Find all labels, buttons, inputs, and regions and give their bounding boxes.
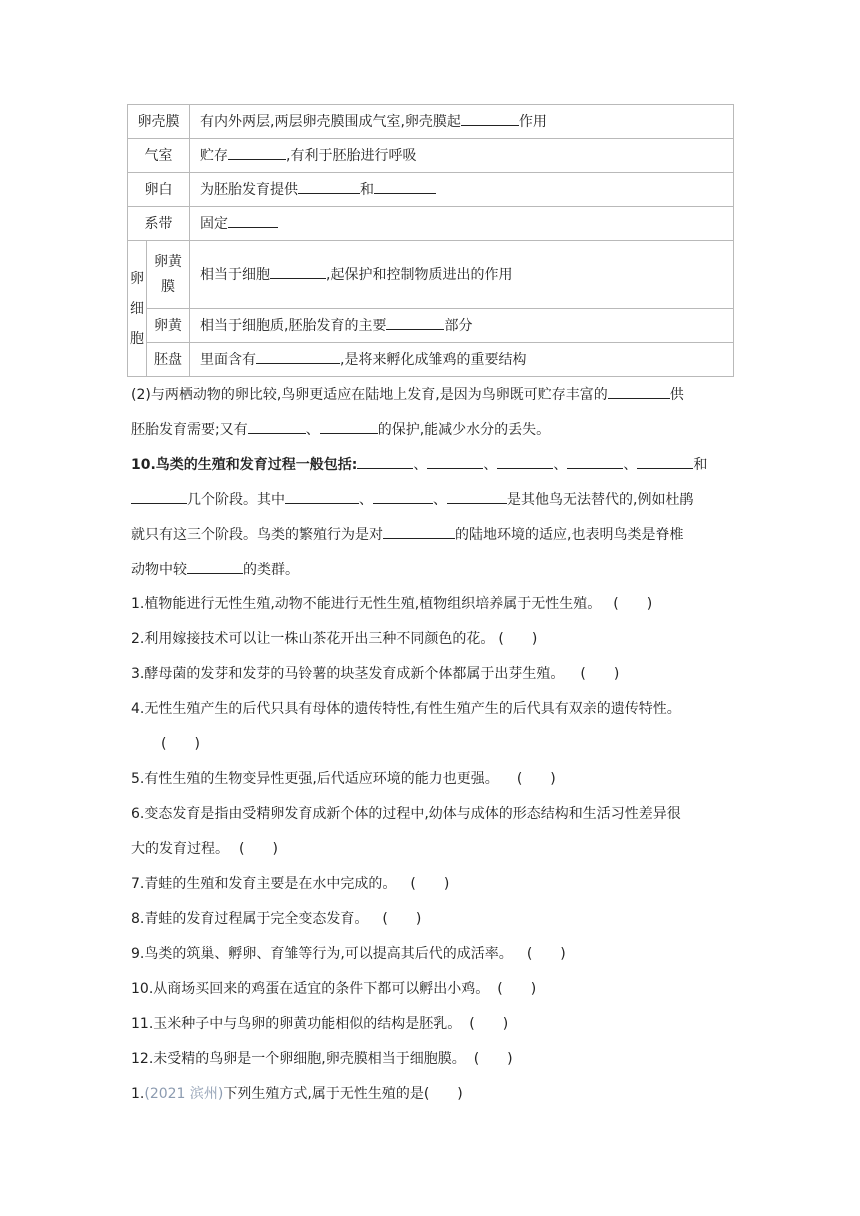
blank bbox=[131, 489, 187, 504]
blank bbox=[461, 111, 519, 126]
row-desc: 里面含有 ,是将来孵化成雏鸡的重要结构 bbox=[190, 343, 734, 377]
judgment-item: 6.变态发育是指由受精卵发育成新个体的过程中,幼体与成体的形态结构和生活习性差异很 bbox=[131, 806, 681, 822]
row-desc: 固定 bbox=[190, 207, 734, 241]
blank bbox=[567, 454, 623, 469]
answer-paren[interactable]: ( ) bbox=[469, 1016, 509, 1032]
judgment-item: 1.植物能进行无性生殖,动物不能进行无性生殖,植物组织培养属于无性生殖。 ( ) bbox=[131, 596, 653, 612]
table-row bbox=[128, 139, 734, 173]
blank bbox=[270, 264, 326, 279]
judgment-item: 大的发育过程。 ( ) bbox=[131, 841, 278, 857]
blank bbox=[386, 315, 444, 330]
judgment-item: 10.从商场买回来的鸡蛋在适宜的条件下都可以孵出小鸡。 ( ) bbox=[131, 981, 537, 997]
blank bbox=[447, 489, 507, 504]
answer-paren[interactable]: ( ) bbox=[423, 1086, 463, 1102]
judgment-item: 9.鸟类的筑巢、孵卵、育雏等行为,可以提高其后代的成活率。 ( ) bbox=[131, 946, 566, 962]
judgment-item: 7.青蛙的生殖和发育主要是在水中完成的。 ( ) bbox=[131, 876, 450, 892]
row-name: 卵壳膜 bbox=[128, 105, 190, 139]
answer-paren[interactable]: ( ) bbox=[239, 841, 278, 857]
blank bbox=[228, 213, 278, 228]
answer-paren[interactable]: ( ) bbox=[497, 981, 537, 997]
blank bbox=[374, 179, 436, 194]
judgment-item: 12.未受精的鸟卵是一个卵细胞,卵壳膜相当于细胞膜。 ( ) bbox=[131, 1051, 513, 1067]
question-source: (2021 滨州) bbox=[144, 1086, 224, 1102]
answer-paren[interactable]: ( ) bbox=[382, 911, 422, 927]
row-name: 系带 bbox=[128, 207, 190, 241]
table-row bbox=[128, 207, 734, 241]
blank bbox=[320, 419, 378, 434]
judgment-item: 4.无性生殖产生的后代只具有母体的遗传特性,有性生殖产生的后代具有双亲的遗传特性。 bbox=[131, 701, 681, 717]
blank bbox=[497, 454, 553, 469]
judgment-item: 2.利用嫁接技术可以让一株山茶花开出三种不同颜色的花。 ( ) bbox=[131, 631, 538, 647]
blank bbox=[357, 454, 413, 469]
table-row bbox=[128, 309, 734, 343]
q10-line1: 10.鸟类的生殖和发育过程一般包括: 、 、 、 、 和 bbox=[131, 454, 707, 475]
row-desc: 贮存 ,有利于胚胎进行呼吸 bbox=[190, 139, 734, 173]
judgment-item-paren[interactable]: ( ) bbox=[161, 736, 200, 752]
row-desc: 相当于细胞 ,起保护和控制物质进出的作用 bbox=[190, 241, 734, 309]
blank bbox=[298, 179, 360, 194]
answer-paren[interactable]: ( ) bbox=[580, 666, 620, 682]
row-desc: 相当于细胞质,胚胎发育的主要 部分 bbox=[190, 309, 734, 343]
answer-paren[interactable]: ( ) bbox=[498, 631, 538, 647]
row-name: 卵白 bbox=[128, 173, 190, 207]
row-name: 胚盘 bbox=[147, 343, 190, 377]
row-name: 气室 bbox=[128, 139, 190, 173]
table-row bbox=[128, 241, 734, 309]
blank bbox=[637, 454, 693, 469]
blank bbox=[608, 384, 670, 399]
judgment-item: 3.酵母菌的发芽和发芽的马铃薯的块茎发育成新个体都属于出芽生殖。 ( ) bbox=[131, 666, 620, 682]
table-row bbox=[128, 173, 734, 207]
blank bbox=[373, 489, 433, 504]
row-desc: 有内外两层,两层卵壳膜围成气室,卵壳膜起 作用 bbox=[190, 105, 734, 139]
choice-question: 1.(2021 滨州)下列生殖方式,属于无性生殖的是( ) bbox=[131, 1086, 463, 1102]
blank bbox=[427, 454, 483, 469]
answer-paren[interactable]: ( ) bbox=[516, 771, 556, 787]
q10-line4: 动物中较 的类群。 bbox=[131, 559, 299, 580]
blank bbox=[256, 349, 340, 364]
answer-paren[interactable]: ( ) bbox=[613, 596, 653, 612]
row-name: 卵黄 bbox=[147, 309, 190, 343]
answer-paren[interactable]: ( ) bbox=[473, 1051, 513, 1067]
blank bbox=[248, 419, 306, 434]
blank bbox=[228, 145, 286, 160]
table-row bbox=[128, 343, 734, 377]
blank bbox=[285, 489, 359, 504]
q9-part2-line1: (2)与两栖动物的卵比较,鸟卵更适应在陆地上发育,是因为鸟卵既可贮存丰富的 供 bbox=[131, 384, 684, 405]
blank bbox=[187, 559, 243, 574]
egg-structure-table bbox=[127, 104, 734, 377]
blank bbox=[383, 524, 455, 539]
q10-line2: 几个阶段。其中 、 、 是其他鸟无法替代的,例如杜鹃 bbox=[131, 489, 693, 510]
judgment-item: 8.青蛙的发育过程属于完全变态发育。 ( ) bbox=[131, 911, 422, 927]
table-row bbox=[128, 105, 734, 139]
answer-paren[interactable]: ( ) bbox=[526, 946, 566, 962]
q10-line3: 就只有这三个阶段。鸟类的繁殖行为是对 的陆地环境的适应,也表明鸟类是脊椎 bbox=[131, 524, 683, 545]
q9-part2-line2: 胚胎发育需要;又有 、 的保护,能减少水分的丢失。 bbox=[131, 419, 550, 440]
judgment-item: 11.玉米种子中与鸟卵的卵黄功能相似的结构是胚乳。 ( ) bbox=[131, 1016, 509, 1032]
row-desc: 为胚胎发育提供 和 bbox=[190, 173, 734, 207]
row-name: 卵黄 膜 bbox=[147, 241, 190, 309]
egg-cell-group-label: 卵 细 胞 bbox=[128, 241, 147, 377]
answer-paren[interactable]: ( ) bbox=[410, 876, 450, 892]
judgment-item: 5.有性生殖的生物变异性更强,后代适应环境的能力也更强。 ( ) bbox=[131, 771, 556, 787]
